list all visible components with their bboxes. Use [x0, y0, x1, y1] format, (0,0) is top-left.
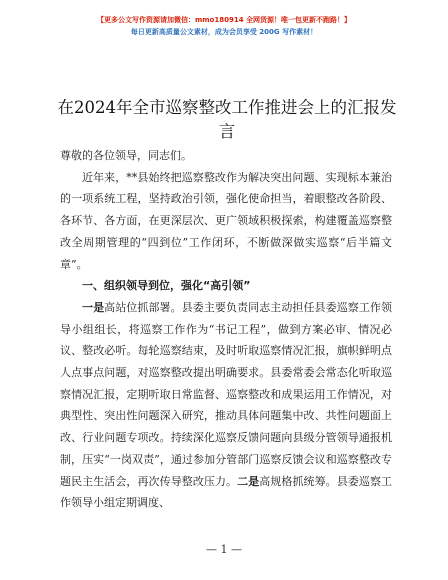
promo-line-1: 【更多公文写作资源请加微信：mmo180914 全网货源！唯一包更新不跑路！】 [96, 16, 352, 24]
paragraph-lead: 二是 [237, 474, 260, 488]
paragraph-lead: 一是 [82, 300, 105, 314]
salutation: 尊敬的各位领导，同志们。 [60, 149, 192, 162]
document-title: 在2024年全市巡察整改工作推进会上的汇报发言 [57, 98, 397, 141]
page-number: — 1 — [206, 543, 242, 556]
section-heading: 一、组织领导到位，强化“高引领” [82, 279, 251, 293]
intro-paragraph: 近年来，**县始终把巡察整改作为解决突出问题、实现标本兼治的一项系统工程，坚持政治引领，强化使命担当，着眼整改各阶段、各环节、各方面，在更深层次、更广领域积极探索，构建覆盖巡察整改全周期管理的“四到位”工作闭环，不断做深做实巡察“后半篇文章”。 [60, 170, 392, 271]
promo-line-2: 每日更新高质量公文素材，成为会员享受 200G 写作素材！ [130, 28, 318, 36]
document-body [60, 145, 392, 514]
promo-banner [0, 14, 448, 38]
paragraph-text: 高规格抓统筹。县委巡察工作领导小组定期调度、 [60, 474, 393, 510]
section-paragraph [60, 297, 392, 514]
paragraph-text: 高站位抓部署。县委主要负责同志主动担任县委巡察工作领导小组组长，将巡察工作作为“书记工程”，做到方案必审、情况必议、整改必听。每轮巡察结束，及时听取巡察情况汇报，旗帜鲜明点人点事点问题，对巡察整改提出明确要求。县委常委会常态化听取巡察情况汇报，定期听取日常监督、巡察整改和成果运用工作情况，对典型性、突出性问题深入研究，推动具体问题集中改、共性问题面上改、行业问题专项改。持续深化巡察反馈问题向县级分管领导通报机制，压实“一岗双责”，通过参加分管部门巡察反馈会议和巡察整改专题民主生活会，再次传导整改压力。 [60, 300, 393, 488]
